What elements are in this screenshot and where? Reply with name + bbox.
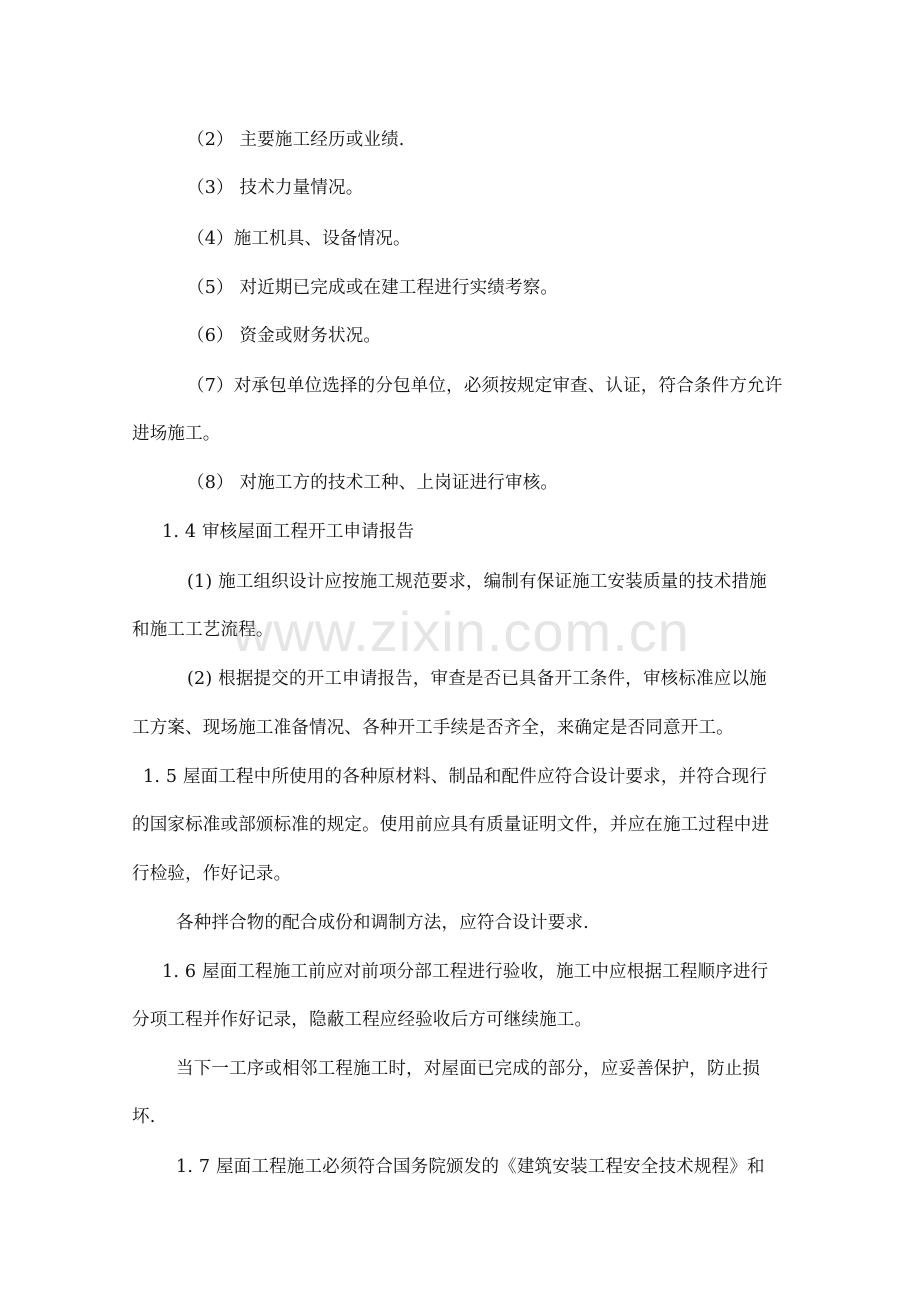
paragraph-1-4-1-line-2: 和施工工艺流程。 <box>132 620 274 640</box>
paragraph-1-5-line-1: 1. 5 屋面工程中所使用的各种原材料、制品和配件应符合设计要求，并符合现行 <box>143 767 768 787</box>
paragraph-1-6-line-1: 1. 6 屋面工程施工前应对前项分部工程进行验收，施工中应根据工程顺序进行 <box>162 962 769 982</box>
list-item-4: （4）施工机具、设备情况。 <box>187 229 411 249</box>
list-item-2: （2） 主要施工经历或业绩. <box>187 130 405 150</box>
paragraph-1-5-line-3: 行检验，作好记录。 <box>132 864 292 884</box>
list-item-6: （6） 资金或财务状况。 <box>187 326 382 346</box>
paragraph-1-4-2-line-2: 工方案、现场施工准备情况、各种开工手续是否齐全，来确定是否同意开工。 <box>132 718 734 738</box>
list-item-7-line-1: （7）对承包单位选择的分包单位，必须按规定审查、认证，符合条件方允许 <box>187 376 783 396</box>
paragraph-mixtures: 各种拌合物的配合成份和调制方法，应符合设计要求. <box>176 913 589 933</box>
section-heading-1-4: 1. 4 审核屋面工程开工申请报告 <box>162 522 415 542</box>
paragraph-1-4-1-line-1: (1) 施工组织设计应按施工规范要求，编制有保证施工安装质量的技术措施 <box>187 572 767 592</box>
paragraph-1-4-2-line-1: (2) 根据提交的开工申请报告，审查是否已具备开工条件，审核标准应以施 <box>187 669 767 689</box>
list-item-8: （8） 对施工方的技术工种、上岗证进行审核。 <box>187 473 559 493</box>
paragraph-1-5-line-2: 的国家标准或部颁标准的规定。使用前应具有质量证明文件，并应在施工过程中进 <box>132 815 770 835</box>
paragraph-protection-line-1: 当下一工序或相邻工程施工时，对屋面已完成的部分，应妥善保护，防止损 <box>176 1059 761 1079</box>
list-item-7-line-2: 进场施工。 <box>132 424 221 444</box>
paragraph-1-6-line-2: 分项工程并作好记录，隐蔽工程应经验收后方可继续施工。 <box>132 1010 593 1030</box>
watermark-text: www.zixin.com.cn <box>232 600 690 663</box>
list-item-5: （5） 对近期已完成或在建工程进行实绩考察。 <box>187 278 559 298</box>
paragraph-1-7-line-1: 1. 7 屋面工程施工必须符合国务院颁发的《建筑安装工程安全技术规程》和 <box>176 1157 765 1177</box>
list-item-3: （3） 技术力量情况。 <box>187 178 364 198</box>
paragraph-protection-line-2: 坏. <box>132 1107 156 1127</box>
